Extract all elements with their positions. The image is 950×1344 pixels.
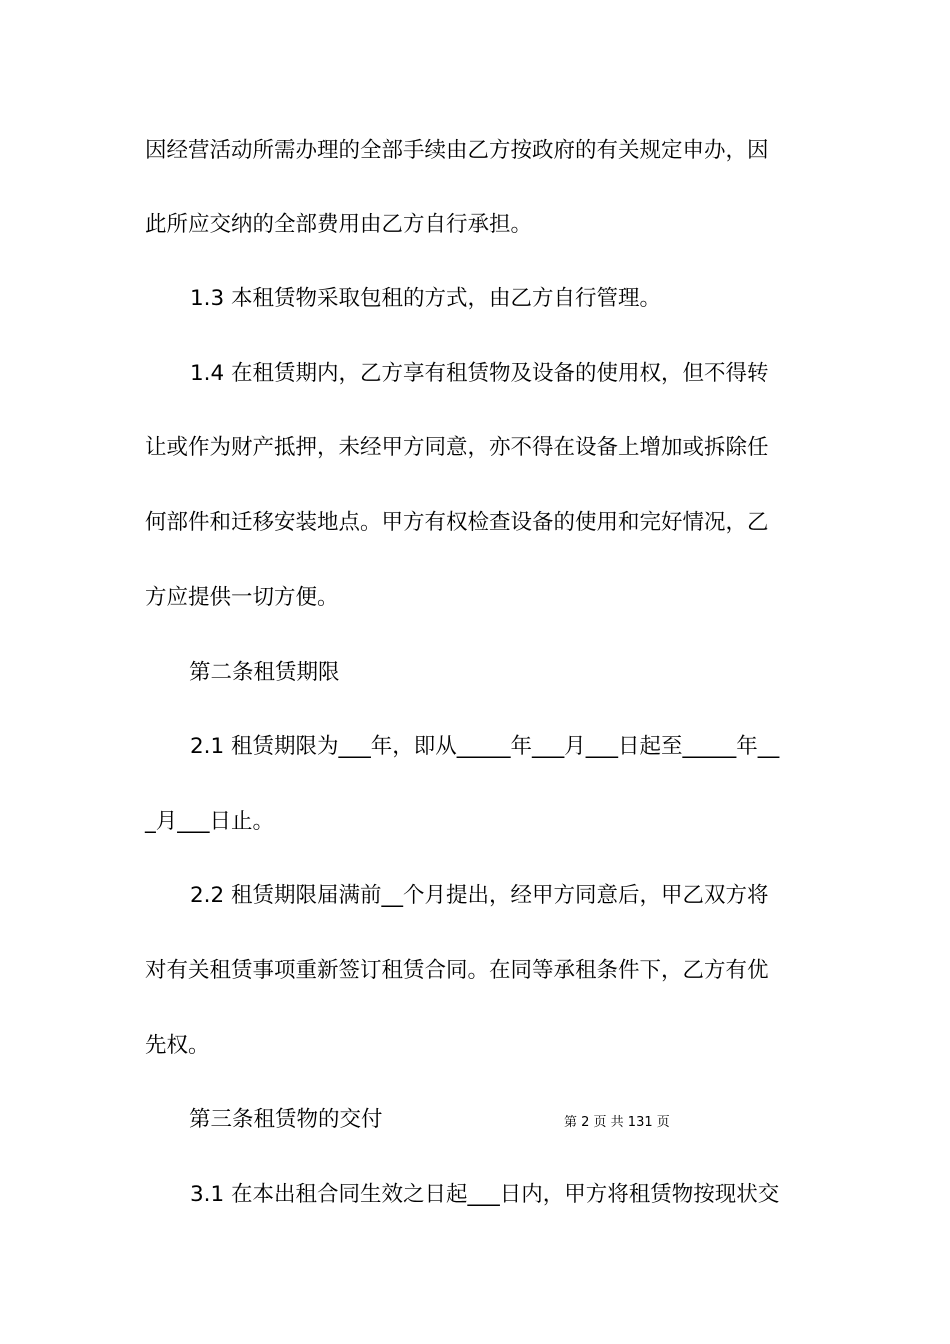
text-line: _月___日止。 <box>145 809 275 834</box>
clause-1-3: 1.3 本租赁物采取包租的方式，由乙方自行管理。 <box>190 286 662 311</box>
section-heading-2: 第二条租赁期限 <box>189 660 340 685</box>
text-line: 方应提供一切方便。 <box>145 585 339 610</box>
text-line: 因经营活动所需办理的全部手续由乙方按政府的有关规定申办，因 <box>145 138 769 163</box>
clause-2-2: 2.2 租赁期限届满前__个月提出，经甲方同意后，甲乙双方将 <box>190 883 769 908</box>
section-heading-3: 第三条租赁物的交付 <box>189 1107 383 1132</box>
text-line: 对有关租赁事项重新签订租赁合同。在同等承租条件下，乙方有优 <box>145 958 769 983</box>
clause-1-4: 1.4 在租赁期内，乙方享有租赁物及设备的使用权，但不得转 <box>190 361 769 386</box>
text-line: 何部件和迁移安装地点。甲方有权检查设备的使用和完好情况，乙 <box>145 510 769 535</box>
text-line: 让或作为财产抵押，未经甲方同意，亦不得在设备上增加或拆除任 <box>145 435 769 460</box>
clause-3-1: 3.1 在本出租合同生效之日起___日内，甲方将租赁物按现状交 <box>190 1182 780 1207</box>
text-line: 先权。 <box>145 1033 210 1058</box>
page-number-footer: 第 2 页 共 131 页 <box>564 1115 670 1130</box>
text-line: 此所应交纳的全部费用由乙方自行承担。 <box>145 212 533 237</box>
clause-2-1: 2.1 租赁期限为___年，即从_____年___月___日起至_____年__ <box>190 734 780 759</box>
